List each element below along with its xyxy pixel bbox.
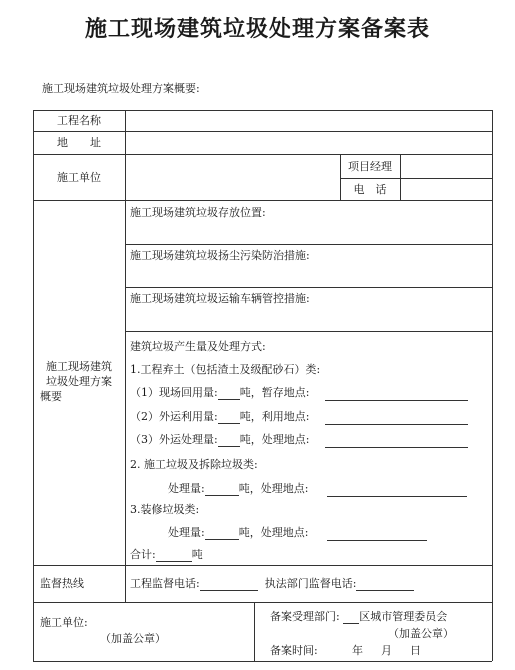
reuse-amount-blank[interactable] xyxy=(218,387,240,400)
enforcement-hotline-label: 执法部门监督电话: xyxy=(264,577,357,590)
form-title: 施工现场建筑垃圾处理方案备案表 xyxy=(84,16,430,42)
transport-label: 施工现场建筑垃圾运输车辆管控措施: xyxy=(130,292,310,305)
phone-label: 电 话 xyxy=(353,183,387,196)
item-1-1-row xyxy=(130,386,309,400)
total-unit-label: 吨 xyxy=(191,548,203,561)
footer-seal-right: （加盖公章） xyxy=(388,627,454,640)
phone-field[interactable] xyxy=(401,179,492,200)
address-label: 地 址 xyxy=(57,136,101,149)
item-1-2-row xyxy=(130,410,309,424)
construction-waste-unit-label: 吨，处理地点: xyxy=(238,482,309,495)
project-name-label: 工程名称 xyxy=(57,114,101,127)
form-intro: 施工现场建筑垃圾处理方案概要: xyxy=(42,82,200,95)
project-name-field[interactable] xyxy=(126,111,492,131)
construction-unit-field[interactable] xyxy=(126,155,340,200)
total-amount-blank[interactable] xyxy=(156,549,192,562)
address-field[interactable] xyxy=(126,132,492,154)
item-1-3-row xyxy=(130,433,309,447)
project-manager-label: 项目经理 xyxy=(348,160,392,173)
hotline-row xyxy=(130,577,414,591)
outbound-use-location-blank[interactable] xyxy=(325,424,468,425)
decoration-waste-location-blank[interactable] xyxy=(327,540,427,541)
footer-receiver-row xyxy=(270,610,447,624)
reuse-unit-label: 吨，暂存地点: xyxy=(239,386,310,399)
decoration-waste-amount-blank[interactable] xyxy=(205,527,239,540)
scheme-label-line-2: 垃圾处理方案 xyxy=(46,375,112,388)
outbound-disposal-label: （3）外运处理量: xyxy=(130,433,218,446)
total-label: 合计: xyxy=(130,548,156,561)
district-blank[interactable] xyxy=(343,611,359,624)
item-1-label: 1.工程弃土（包括渣土及级配砂石）类: xyxy=(130,363,321,376)
outbound-disposal-location-blank[interactable] xyxy=(325,447,468,448)
item-3-row xyxy=(168,526,308,540)
enforcement-hotline-blank[interactable] xyxy=(356,578,414,591)
scheme-label-line-1: 施工现场建筑 xyxy=(46,360,112,373)
total-row xyxy=(130,548,203,562)
footer-month: 月 xyxy=(381,644,392,657)
receiver-committee: 区城市管理委员会 xyxy=(359,610,448,623)
dust-label: 施工现场建筑垃圾扬尘污染防治措施: xyxy=(130,249,310,262)
footer-year: 年 xyxy=(352,644,363,657)
project-hotline-blank[interactable] xyxy=(200,578,258,591)
outbound-use-amount-blank[interactable] xyxy=(218,411,240,424)
outbound-disposal-unit-label: 吨，处理地点: xyxy=(239,433,310,446)
footer-seal-left: （加盖公章） xyxy=(100,632,166,645)
decoration-waste-unit-label: 吨，处理地点: xyxy=(238,526,309,539)
storage-label: 施工现场建筑垃圾存放位置: xyxy=(130,206,266,219)
outbound-use-unit-label: 吨，利用地点: xyxy=(239,410,310,423)
construction-waste-location-blank[interactable] xyxy=(327,496,467,497)
item-2-label: 2. 施工垃圾及拆除垃圾类: xyxy=(130,458,258,471)
construction-unit-label: 施工单位 xyxy=(57,171,101,184)
outbound-use-label: （2）外运利用量: xyxy=(130,410,218,423)
footer-day: 日 xyxy=(410,644,421,657)
reuse-label: （1）现场回用量: xyxy=(130,386,218,399)
item-2-row xyxy=(168,482,308,496)
construction-waste-label: 处理量: xyxy=(168,482,205,495)
construction-waste-amount-blank[interactable] xyxy=(205,483,239,496)
footer-time-label: 备案时间: xyxy=(270,644,318,657)
receiver-label: 备案受理部门: xyxy=(270,610,340,623)
outbound-disposal-amount-blank[interactable] xyxy=(218,434,240,447)
reuse-location-blank[interactable] xyxy=(325,400,468,401)
scheme-label-line-3: 概要 xyxy=(40,390,62,403)
production-label: 建筑垃圾产生量及处理方式: xyxy=(130,340,266,353)
hotline-label: 监督热线 xyxy=(40,577,84,590)
project-hotline-label: 工程监督电话: xyxy=(130,577,200,590)
decoration-waste-label: 处理量: xyxy=(168,526,205,539)
project-manager-field[interactable] xyxy=(401,155,492,178)
item-3-label: 3.装修垃圾类: xyxy=(130,503,200,516)
footer-unit-label: 施工单位: xyxy=(40,616,88,629)
